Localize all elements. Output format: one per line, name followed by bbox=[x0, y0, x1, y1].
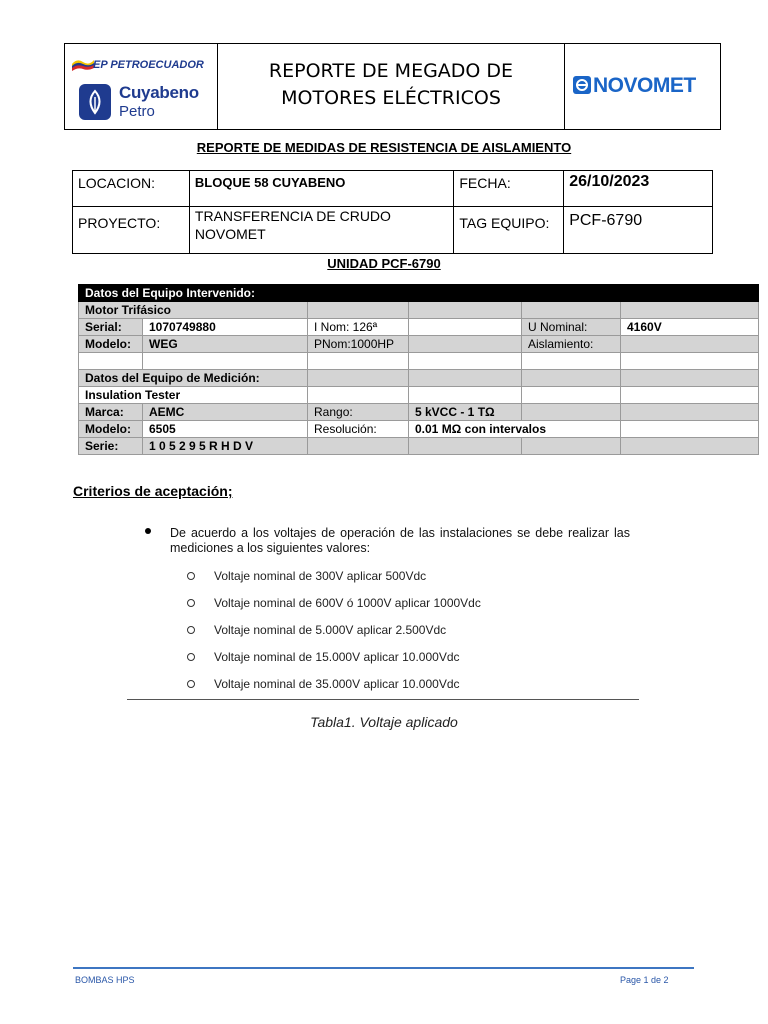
table-row bbox=[79, 302, 759, 319]
table-row bbox=[79, 421, 759, 438]
empty-cell bbox=[409, 336, 522, 353]
equipment-data-table bbox=[78, 284, 759, 455]
section-heading-medicion: Datos del Equipo de Medición: bbox=[79, 370, 308, 387]
empty-cell bbox=[621, 387, 759, 404]
empty-cell bbox=[621, 370, 759, 387]
marca-label: Marca: bbox=[79, 404, 143, 421]
empty-cell bbox=[143, 353, 308, 370]
empty-cell bbox=[522, 302, 621, 319]
table-row bbox=[79, 336, 759, 353]
petroecuador-logo-text: EP PETROECUADOR bbox=[93, 59, 204, 71]
circle-bullet-icon bbox=[187, 599, 195, 607]
motor-type: Motor Trifásico bbox=[79, 302, 308, 319]
empty-cell bbox=[621, 421, 759, 438]
marca-value: AEMC bbox=[143, 404, 308, 421]
table-row bbox=[79, 285, 759, 302]
table-row bbox=[79, 404, 759, 421]
circle-bullet-icon bbox=[187, 653, 195, 661]
empty-cell bbox=[308, 302, 409, 319]
cuyabeno-logo-icon bbox=[78, 83, 112, 121]
criteria-heading: Criterios de aceptación; bbox=[73, 483, 233, 499]
locacion-value: BLOQUE 58 CUYABENO bbox=[189, 171, 453, 207]
empty-cell bbox=[522, 370, 621, 387]
divider bbox=[127, 699, 639, 700]
fecha-label: FECHA: bbox=[454, 171, 564, 207]
empty-cell bbox=[308, 438, 409, 455]
empty-cell bbox=[409, 302, 522, 319]
modelo-value: WEG bbox=[143, 336, 308, 353]
empty-cell bbox=[621, 353, 759, 370]
table-row bbox=[79, 438, 759, 455]
empty-cell bbox=[621, 404, 759, 421]
tag-value: PCF-6790 bbox=[564, 207, 713, 254]
page-number: Page 1 de 2 bbox=[620, 975, 669, 985]
bullet-icon bbox=[145, 528, 151, 534]
modelo-label: Modelo: bbox=[79, 336, 143, 353]
fecha-value: 26/10/2023 bbox=[564, 171, 713, 207]
novomet-logo-cell bbox=[564, 44, 720, 129]
table-row bbox=[79, 319, 759, 336]
unom-label: U Nominal: bbox=[522, 319, 621, 336]
serial-label: Serial: bbox=[79, 319, 143, 336]
empty-cell bbox=[522, 438, 621, 455]
empty-cell bbox=[308, 387, 409, 404]
criteria-bullet-text: De acuerdo a los voltajes de operación de las instalaciones se debe realizar las mediciones a los siguientes valores: bbox=[170, 526, 630, 555]
empty-cell bbox=[522, 387, 621, 404]
novomet-logo-icon bbox=[573, 76, 591, 94]
report-header bbox=[64, 43, 721, 130]
rango-label: Rango: bbox=[308, 404, 409, 421]
empty-cell bbox=[308, 370, 409, 387]
serie-value: 1 0 5 2 9 5 R H D V bbox=[143, 438, 308, 455]
tag-label: TAG EQUIPO: bbox=[454, 207, 564, 254]
circle-bullet-icon bbox=[187, 572, 195, 580]
proyecto-value: TRANSFERENCIA DE CRUDO NOVOMET bbox=[189, 207, 453, 254]
empty-cell bbox=[409, 370, 522, 387]
empty-cell bbox=[522, 404, 621, 421]
report-title: REPORTE DE MEGADO DE MOTORES ELÉCTRICOS bbox=[268, 60, 514, 109]
table-row bbox=[79, 353, 759, 370]
empty-cell bbox=[621, 438, 759, 455]
report-subtitle: REPORTE DE MEDIDAS DE RESISTENCIA DE AISLAMIENTO bbox=[196, 140, 572, 155]
petro-logo-text: Petro bbox=[119, 103, 155, 120]
table-row bbox=[79, 387, 759, 404]
empty-cell bbox=[522, 353, 621, 370]
footer-divider bbox=[73, 967, 694, 969]
petroecuador-flag-icon bbox=[71, 57, 95, 71]
tester-type: Insulation Tester bbox=[79, 387, 308, 404]
empty-cell bbox=[409, 353, 522, 370]
empty-cell bbox=[409, 438, 522, 455]
resolucion-label: Resolución: bbox=[308, 421, 409, 438]
circle-bullet-icon bbox=[187, 626, 195, 634]
empty-cell bbox=[308, 353, 409, 370]
table-row bbox=[73, 207, 713, 254]
cuyabeno-logo-text: Cuyabeno bbox=[119, 83, 199, 102]
modelo2-value: 6505 bbox=[143, 421, 308, 438]
section-heading-intervenido: Datos del Equipo Intervenido: bbox=[79, 285, 759, 302]
table-caption: Tabla1. Voltaje aplicado bbox=[310, 714, 458, 730]
resolucion-value: 0.01 MΩ con intervalos bbox=[409, 421, 621, 438]
unit-title: UNIDAD PCF-6790 bbox=[327, 256, 441, 271]
proyecto-label: PROYECTO: bbox=[73, 207, 190, 254]
novomet-logo-text: NOVOMET bbox=[593, 74, 696, 97]
circle-bullet-icon bbox=[187, 680, 195, 688]
petroecuador-logo-cell bbox=[65, 44, 218, 129]
inom-value: I Nom: 126ª bbox=[308, 319, 409, 336]
rango-value: 5 kVCC - 1 TΩ bbox=[409, 404, 522, 421]
pnom-value: PNom:1000HP bbox=[308, 336, 409, 353]
table-row bbox=[73, 171, 713, 207]
empty-cell bbox=[409, 387, 522, 404]
table-row bbox=[79, 370, 759, 387]
unom-value: 4160V bbox=[621, 319, 759, 336]
project-info-table bbox=[72, 170, 713, 254]
empty-cell bbox=[79, 353, 143, 370]
aislamiento-label: Aislamiento: bbox=[522, 336, 621, 353]
locacion-label: LOCACION: bbox=[73, 171, 190, 207]
empty-cell bbox=[409, 319, 522, 336]
empty-cell bbox=[621, 302, 759, 319]
serie-label: Serie: bbox=[79, 438, 143, 455]
modelo2-label: Modelo: bbox=[79, 421, 143, 438]
serial-value: 1070749880 bbox=[143, 319, 308, 336]
footer-company: BOMBAS HPS bbox=[75, 975, 135, 985]
aislamiento-value bbox=[621, 336, 759, 353]
